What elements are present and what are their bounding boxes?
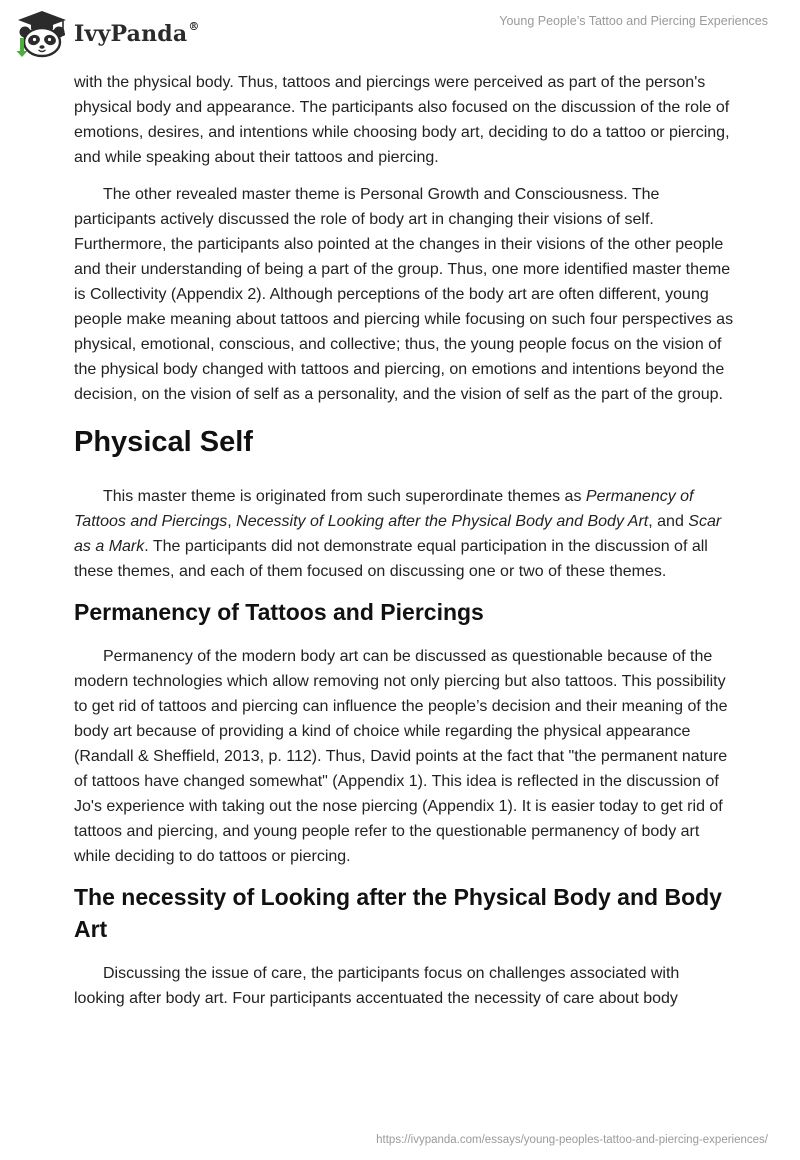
paragraph-1: with the physical body. Thus, tattoos and piercings were perceived as part of the person's physical body and appearance. The participants also focused on the discussion of the role of emotions, desires, and intentions while choosing body art, deciding to do a tattoo or piercing, and while speaking about their tattoos and piercing. xyxy=(74,74,730,166)
p3-text-a: This master theme is originated from such superordinate themes as xyxy=(103,488,586,505)
paragraph-5: Discussing the issue of care, the participants focus on challenges associated with looking after body art. Four participants accentuated the necessity of care about body xyxy=(74,965,680,1007)
p3-text-e: , and xyxy=(648,513,689,530)
running-title: Young People’s Tattoo and Piercing Experiences xyxy=(499,14,768,28)
p3-text-g: . The participants did not demonstrate equal participation in the discussion of all these themes, and each of them focused on discussing one or two of these themes. xyxy=(74,538,708,580)
paragraph-2: The other revealed master theme is Personal Growth and Consciousness. The participants actively discussed the role of body art in changing their visions of self. Furthermore, the participants also pointed at the changes in their visions of the other people and their understanding of being a part of the group. Thus, one more identified master theme is Collectivity (Appendix 2). Although perceptions of the body art are often different, young people make meaning about tattoos and piercing while focusing on such four perspectives as physical, emotional, conscious, and collective; thus, the young people focus on the vision of the physical body changed with tattoos and piercing, on emotions and intentions beyond the decision, on the vision of self as a personality, and the vision of self as the part of the group. xyxy=(74,186,734,403)
brand-name xyxy=(74,21,200,47)
registered-mark: ® xyxy=(188,19,200,33)
p3-theme-necessity: Necessity of Looking after the Physical Body and Body Art xyxy=(236,513,649,530)
section-heading-physical-self: Physical Self xyxy=(74,426,253,458)
brand-text: IvyPanda xyxy=(74,21,188,47)
p3-theme-permanency: Permanency of Tattoos and Piercings xyxy=(74,488,694,530)
p3-text-c: , xyxy=(227,513,237,530)
p3-theme-scar: Scar as a Mark xyxy=(74,513,722,555)
ivypanda-logo[interactable] xyxy=(14,8,200,58)
article-body xyxy=(74,70,734,1023)
subheading-necessity: The necessity of Looking after the Physical Body and Body Art xyxy=(74,884,722,942)
paragraph-3 xyxy=(74,484,734,584)
panda-logo-icon xyxy=(14,8,70,58)
paragraph-4: Permanency of the modern body art can be discussed as questionable because of the modern technologies which allow removing not only piercing but also tattoos. This possibility to get rid of tattoos and piercing can influence the people’s decision and their meaning of the body art because of providing a kind of choice while regarding the physical appearance (Randall & Sheffield, 2013, p. 112). Thus, David points at the fact that "the permanent nature of tattoos have changed somewhat" (Appendix 1). This idea is reflected in the discussion of Jo's experience with taking out the nose piercing (Appendix 1). It is easier today to get rid of tattoos and piercing, and young people refer to the questionable permanency of body art while deciding to do tattoos or piercing. xyxy=(74,648,728,865)
subheading-permanency: Permanency of Tattoos and Piercings xyxy=(74,599,484,625)
source-url[interactable]: https://ivypanda.com/essays/young-peoples-tattoo-and-piercing-experiences/ xyxy=(376,1134,768,1146)
